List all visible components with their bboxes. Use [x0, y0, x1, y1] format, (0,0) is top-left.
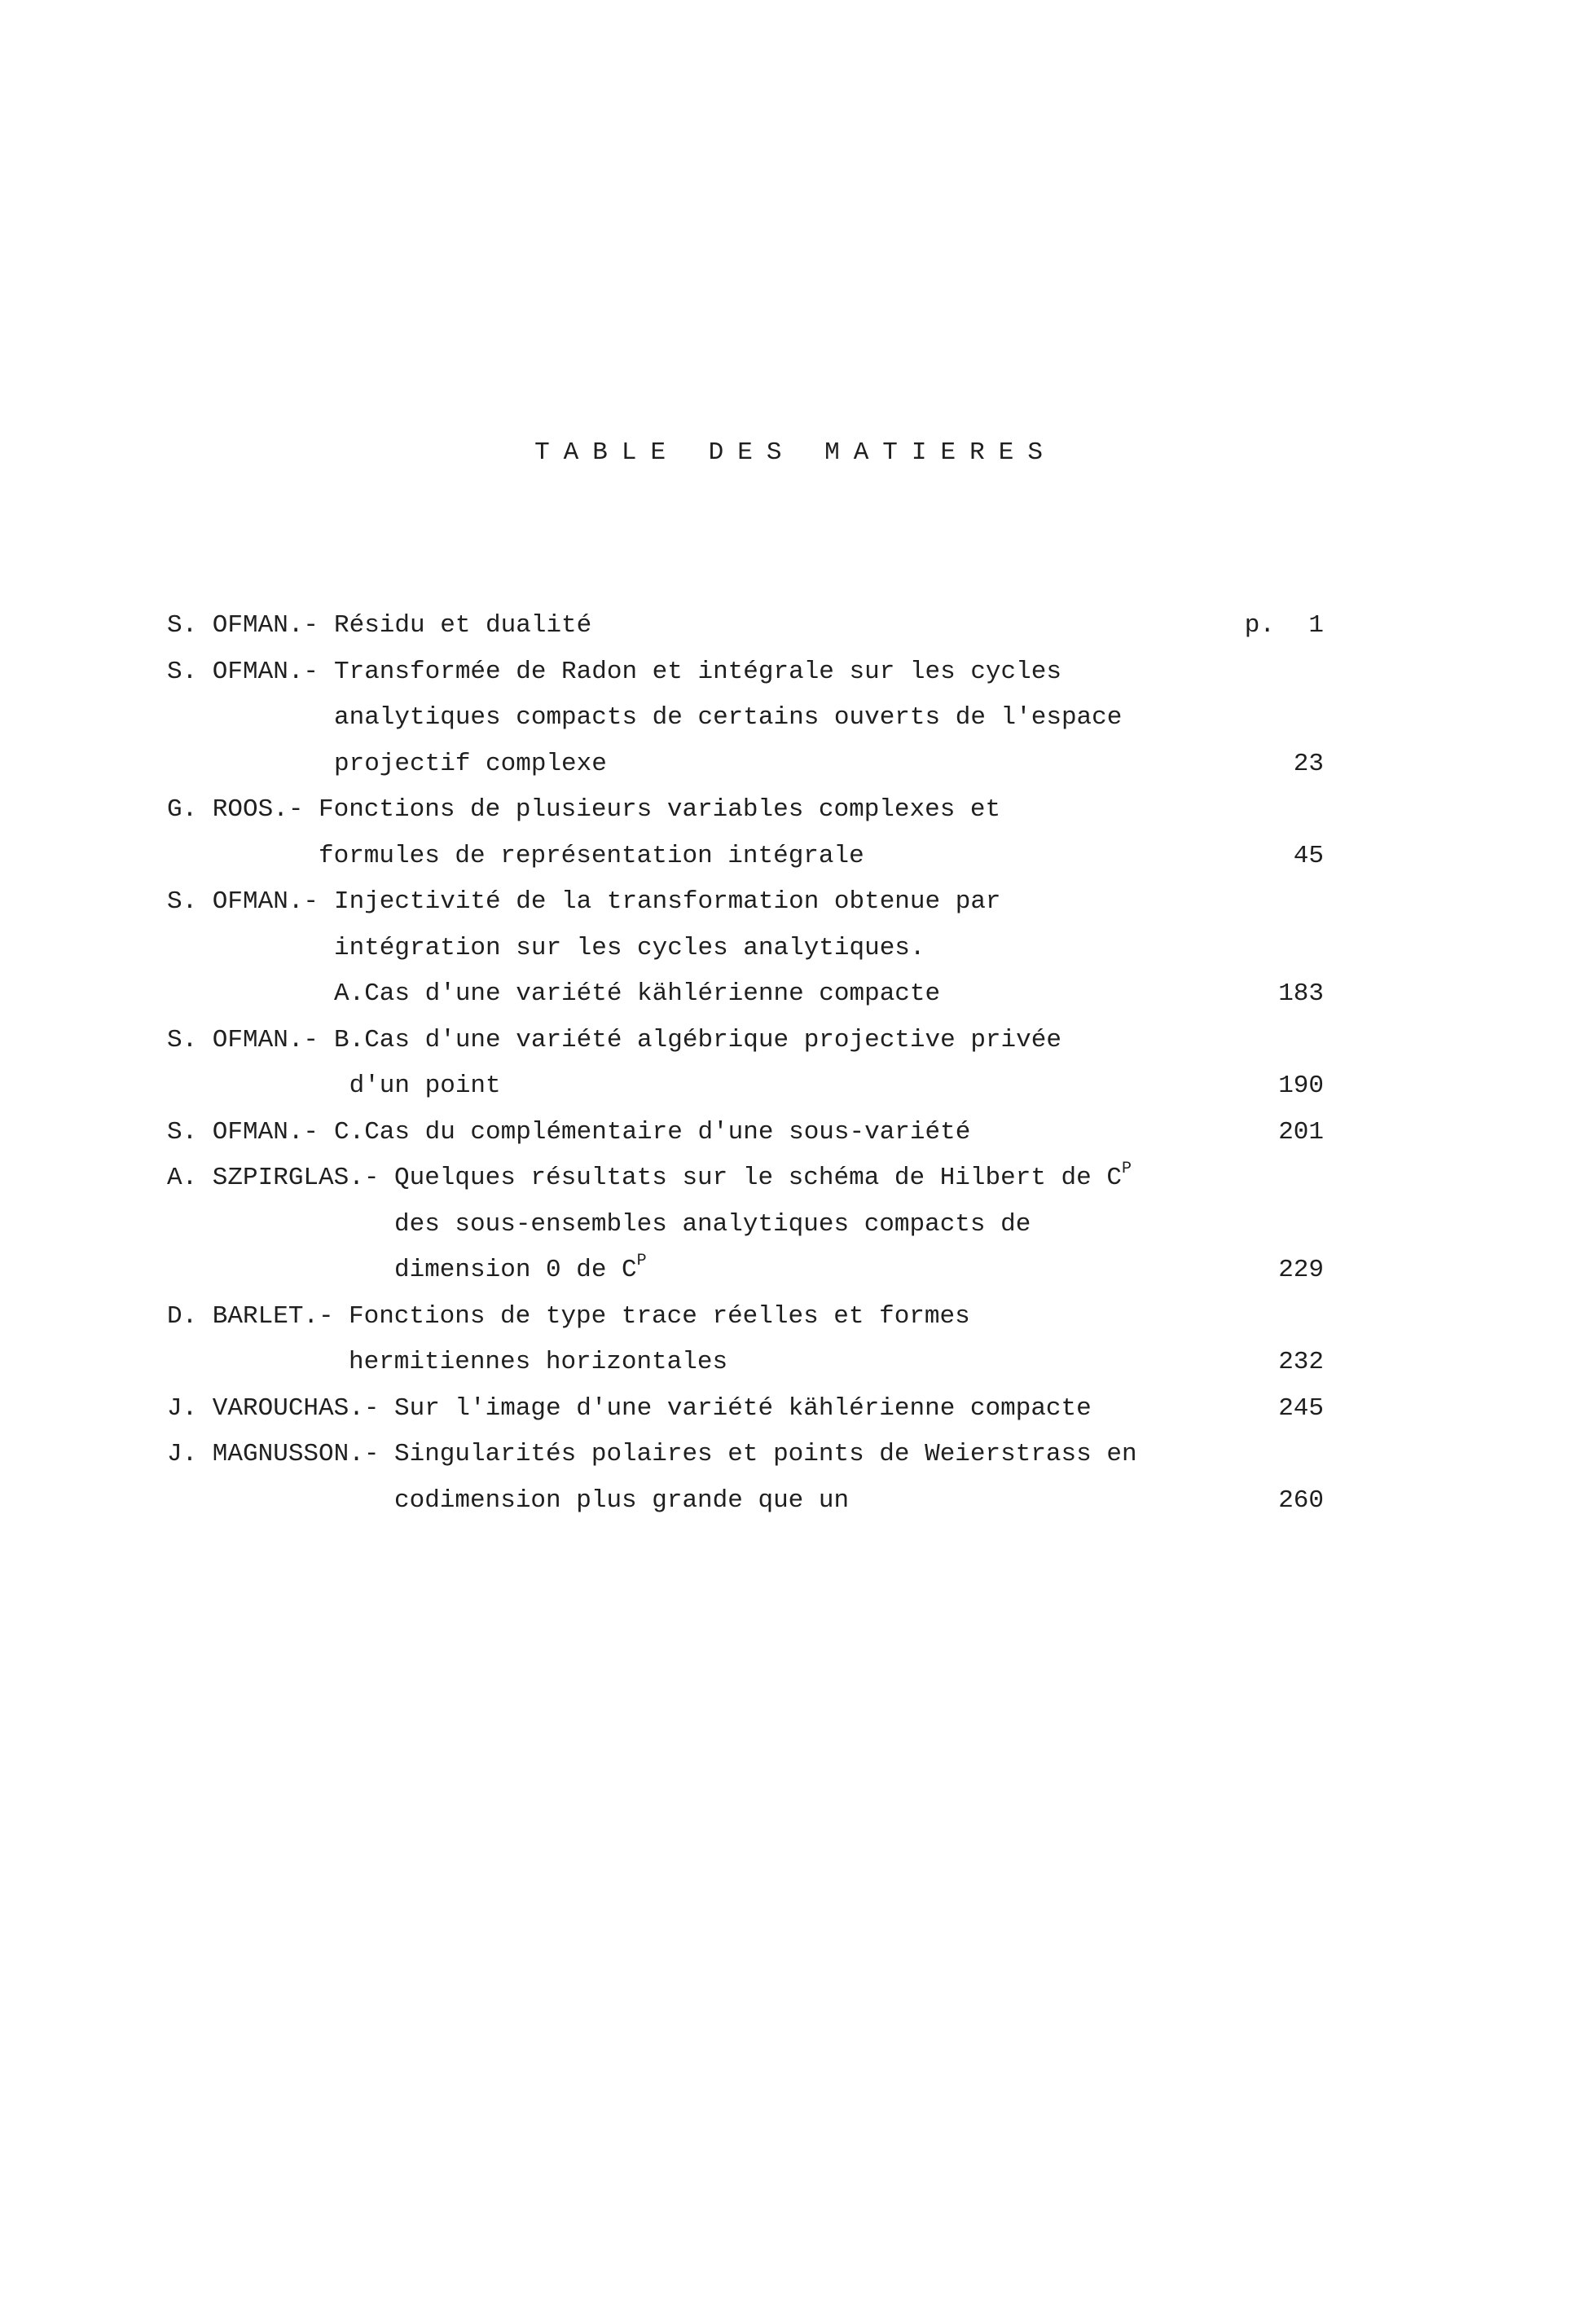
- toc-page-number: 183: [1278, 979, 1324, 1008]
- toc-title-line: formules de représentation intégrale: [319, 841, 864, 870]
- toc-title-line: projectif complexe: [334, 749, 607, 778]
- toc-page-number: 1: [1308, 611, 1324, 640]
- toc-author: S. OFMAN.-: [167, 1025, 319, 1054]
- toc-line: [167, 1478, 1324, 1525]
- toc-title-line: analytiques compacts de certains ouverts de l'espace: [334, 703, 1123, 732]
- toc-line: [167, 926, 1324, 972]
- toc-title-line: Fonctions de type trace réelles et formes: [349, 1301, 970, 1331]
- toc-title-line: Résidu et dualité: [334, 611, 592, 640]
- toc-title-line: Quelques résultats sur le schéma de Hilbert de $C^P$: [394, 1160, 1132, 1192]
- toc-author: S. OFMAN.-: [167, 1117, 319, 1147]
- toc-title-line: d'un point: [334, 1072, 501, 1100]
- toc-line: [167, 1294, 1324, 1340]
- toc-line: [167, 1432, 1324, 1478]
- toc-title-line: Singularités polaires et points de Weierstrass en: [394, 1440, 1137, 1468]
- toc-page-number: 201: [1278, 1117, 1324, 1147]
- toc-page-number: 245: [1278, 1393, 1324, 1423]
- toc-line: [167, 879, 1324, 926]
- toc-page-number: 23: [1293, 749, 1324, 778]
- toc-title-line: Sur l'image d'une variété kählérienne compacte: [394, 1393, 1092, 1423]
- toc-title-line: dimension 0 de $C^P$: [394, 1252, 647, 1284]
- toc-page-number: 260: [1278, 1486, 1324, 1515]
- toc-author: J. VAROUCHAS.-: [167, 1393, 380, 1423]
- toc-title-line: Injectivité de la transformation obtenue par: [334, 887, 1001, 916]
- toc-author: S. OFMAN.-: [167, 611, 319, 640]
- toc-title-line: intégration sur les cycles analytiques.: [334, 933, 925, 962]
- toc-line: [167, 1202, 1324, 1248]
- page-prefix: p.: [1244, 611, 1275, 640]
- toc-title-line: B.Cas d'une variété algébrique projective privée: [334, 1025, 1061, 1054]
- toc-author: S. OFMAN.-: [167, 887, 319, 916]
- toc-line: [167, 1110, 1324, 1156]
- toc-line: [167, 1386, 1324, 1433]
- toc-line: [167, 971, 1324, 1018]
- toc-page-number: 229: [1278, 1256, 1324, 1284]
- page-title: TABLE DES MATIERES: [534, 438, 1057, 467]
- toc-title-line: Transformée de Radon et intégrale sur les cycles: [334, 657, 1061, 686]
- toc-line: [167, 834, 1324, 880]
- toc-line: [167, 1063, 1324, 1110]
- table-of-contents: [167, 603, 1324, 1524]
- toc-line: [167, 742, 1324, 788]
- toc-line: [167, 695, 1324, 742]
- toc-title-line: hermitiennes horizontales: [349, 1348, 728, 1376]
- superscript: P: [636, 1252, 647, 1270]
- toc-author: D. BARLET.-: [167, 1301, 334, 1331]
- toc-line: [167, 787, 1324, 834]
- toc-line: [167, 1018, 1324, 1064]
- toc-title-line: A.Cas d'une variété kählérienne compacte: [334, 979, 941, 1008]
- toc-title-line: des sous-ensembles analytiques compacts de: [394, 1209, 1031, 1239]
- toc-author: A. SZPIRGLAS.-: [167, 1164, 380, 1192]
- toc-page-number: 232: [1278, 1348, 1324, 1376]
- toc-author: G. ROOS.-: [167, 795, 304, 824]
- toc-title-line: C.Cas du complémentaire d'une sous-variété: [334, 1117, 971, 1147]
- toc-line: [167, 1248, 1324, 1294]
- toc-title-line: codimension plus grande que un: [394, 1486, 850, 1515]
- toc-author: S. OFMAN.-: [167, 657, 319, 686]
- superscript: P: [1121, 1160, 1132, 1178]
- toc-author: J. MAGNUSSON.-: [167, 1440, 380, 1468]
- toc-title-line: Fonctions de plusieurs variables complexes et: [319, 795, 1001, 824]
- toc-page-number: 190: [1278, 1072, 1324, 1100]
- toc-page-number: 45: [1293, 841, 1324, 870]
- toc-line: [167, 649, 1324, 696]
- toc-line: [167, 1155, 1324, 1202]
- toc-line: [167, 603, 1324, 649]
- toc-line: [167, 1340, 1324, 1386]
